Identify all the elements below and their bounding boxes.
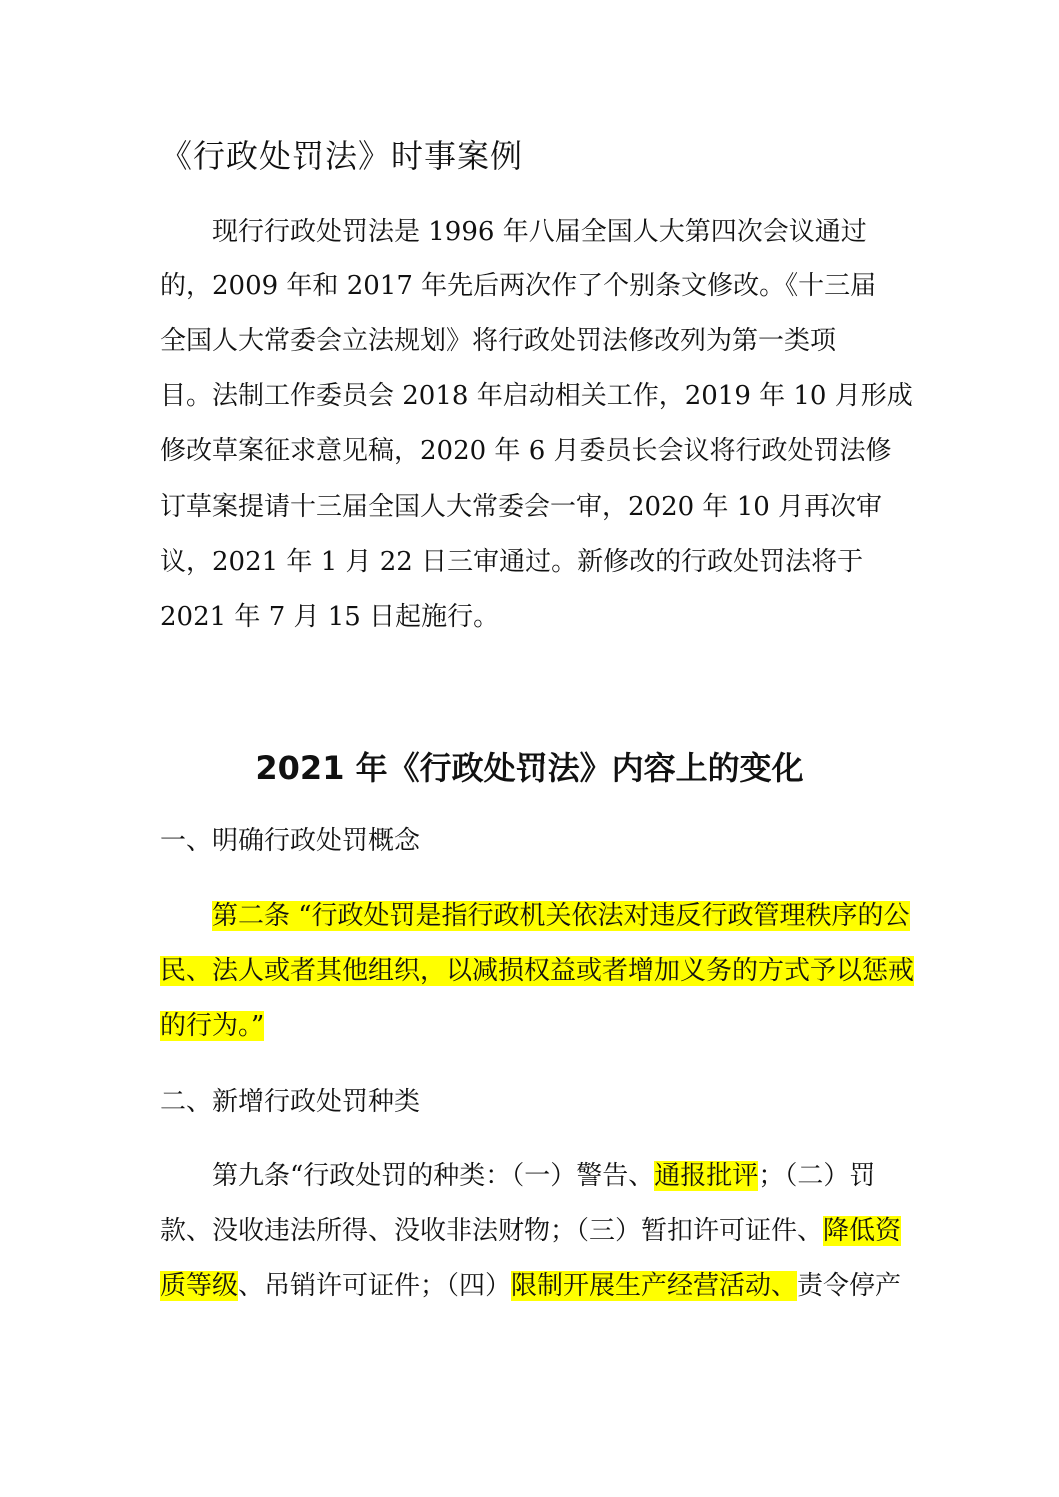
article-9-line xyxy=(212,1156,952,1196)
highlighted-text: 第二条 “行政处罚是指行政机关依法对违反行政管理秩序的公 xyxy=(212,901,910,931)
intro-line: 全国人大常委会立法规划》将行政处罚法修改列为第一类项 xyxy=(160,326,837,356)
intro-line: 目。法制工作委员会 2018 年启动相关工作，2019 年 10 月形成 xyxy=(160,381,913,411)
article-9-text: 款、没收违法所得、没收非法财物；（三）暂扣许可证件、 xyxy=(160,1216,824,1246)
article-2-line xyxy=(160,1006,900,1046)
highlighted-text: 质等级 xyxy=(160,1271,239,1301)
article-2-line xyxy=(160,951,915,991)
heading-concept: 一、明确行政处罚概念 xyxy=(160,826,421,856)
document-title: 《行政处罚法》时事案例 xyxy=(160,137,524,175)
article-9-line xyxy=(160,1211,900,1251)
highlighted-text: 民、法人或者其他组织，以减损权益或者增加义务的方式予以惩戒 xyxy=(160,956,915,986)
highlighted-text: 降低资 xyxy=(823,1216,902,1246)
article-9-text: 第九条“行政处罚的种类：（一）警告、 xyxy=(212,1161,655,1191)
intro-line: 2021 年 7 月 15 日起施行。 xyxy=(160,602,500,632)
intro-line: 现行行政处罚法是 1996 年八届全国人大第四次会议通过 xyxy=(212,217,867,247)
highlighted-text: 限制开展生产经营活动、 xyxy=(511,1271,798,1301)
article-9-text: ；（二）罚 xyxy=(758,1161,876,1191)
heading-new-types: 二、新增行政处罚种类 xyxy=(160,1087,421,1117)
highlighted-text: 通报批评 xyxy=(654,1161,759,1191)
article-9-text: 、吊销许可证件；（四） xyxy=(238,1271,512,1301)
article-2-line xyxy=(212,896,952,936)
article-9-text: 责令停产 xyxy=(797,1271,902,1301)
intro-line: 议，2021 年 1 月 22 日三审通过。新修改的行政处罚法将于 xyxy=(160,547,864,577)
highlighted-text: 的行为。” xyxy=(160,1011,265,1041)
intro-line: 修改草案征求意见稿，2020 年 6 月委员长会议将行政处罚法修 xyxy=(160,436,892,466)
intro-line: 的，2009 年和 2017 年先后两次作了个别条文修改。《十三届 xyxy=(160,271,877,301)
section-title: 2021 年《行政处罚法》内容上的变化 xyxy=(255,749,804,787)
article-9-line xyxy=(160,1266,900,1306)
intro-line: 订草案提请十三届全国人大常委会一审，2020 年 10 月再次审 xyxy=(160,492,883,522)
